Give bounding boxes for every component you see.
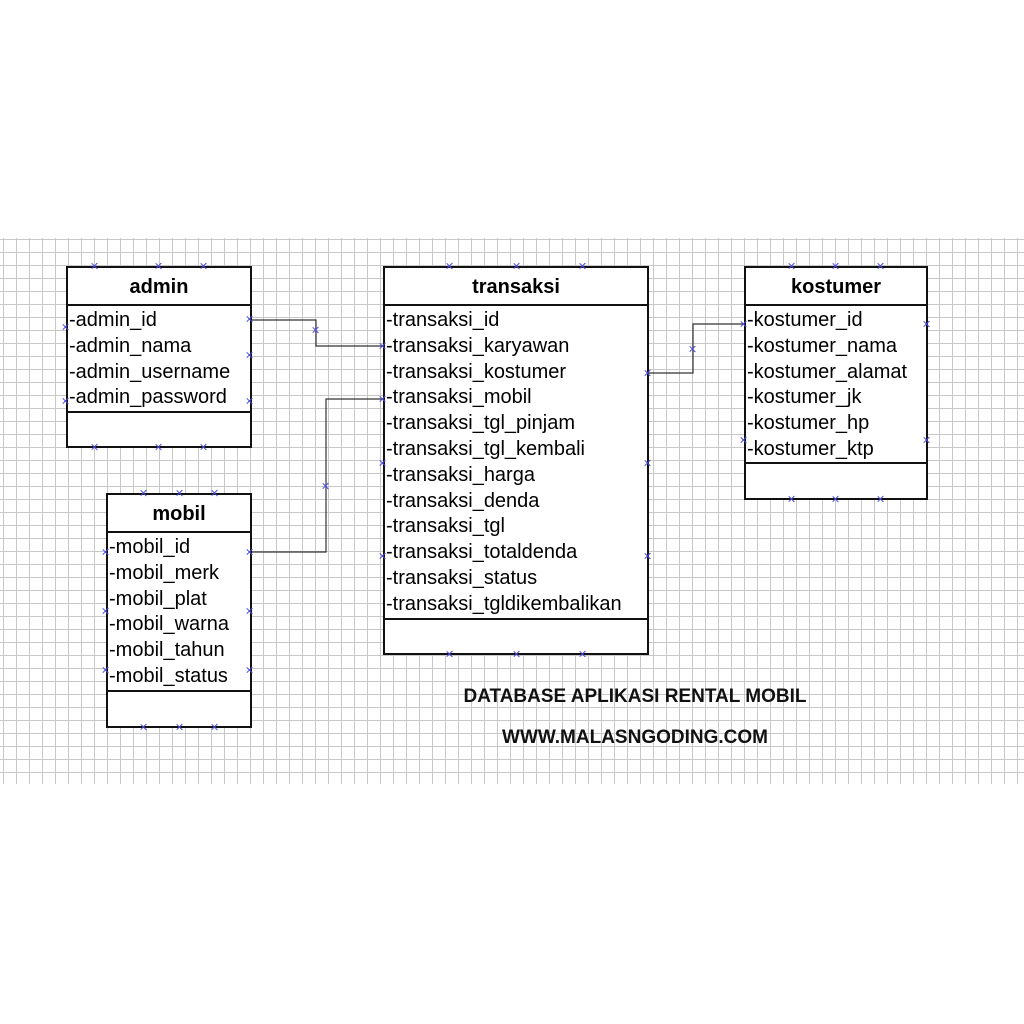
- entity-kostumer[interactable]: [744, 266, 928, 500]
- handle-icon: [514, 263, 520, 269]
- handle-icon: [156, 263, 162, 269]
- attribute-transaksi-karyawan: -transaksi_karyawan: [386, 334, 570, 357]
- attribute-admin-username: -admin_username: [69, 360, 231, 383]
- attribute-kostumer-ktp: -kostumer_ktp: [747, 437, 874, 460]
- handle-icon: [924, 321, 930, 327]
- handle-icon: [645, 553, 651, 559]
- handle-icon: [103, 549, 109, 555]
- handle-icon: [247, 549, 253, 555]
- handle-icon: [789, 263, 795, 269]
- entity-kostumer-attributes: [746, 306, 926, 463]
- handle-icon: [380, 343, 386, 349]
- handle-icon: [247, 316, 253, 322]
- entity-admin-footer: [68, 411, 250, 446]
- attribute-kostumer-hp: -kostumer_hp: [747, 412, 870, 435]
- diagram-title: DATABASE APLIKASI RENTAL MOBIL: [463, 686, 807, 707]
- handle-icon: [741, 321, 747, 327]
- attribute-mobil-tahun: -mobil_tahun: [109, 639, 225, 662]
- entity-admin-title: admin: [68, 268, 250, 306]
- handle-icon: [833, 496, 839, 502]
- entity-transaksi-title: transaksi: [385, 268, 647, 306]
- attribute-transaksi-mobil: -transaksi_mobil: [386, 386, 532, 409]
- handle-icon: [103, 608, 109, 614]
- handle-icon: [447, 263, 453, 269]
- handle-icon: [177, 490, 183, 496]
- handle-icon: [924, 437, 930, 443]
- attribute-kostumer-nama: -kostumer_nama: [747, 334, 898, 357]
- entity-transaksi-attributes: [385, 306, 647, 618]
- handle-icon: [447, 651, 453, 657]
- handle-icon: [141, 490, 147, 496]
- entity-mobil[interactable]: [106, 493, 252, 728]
- handle-icon: [212, 490, 218, 496]
- attribute-kostumer-jk: -kostumer_jk: [747, 386, 862, 409]
- attribute-mobil-status: -mobil_status: [109, 664, 228, 687]
- entity-kostumer-title: kostumer: [746, 268, 926, 306]
- handle-icon: [247, 398, 253, 404]
- attribute-kostumer-alamat: -kostumer_alamat: [747, 360, 908, 383]
- attribute-transaksi-totaldenda: -transaksi_totaldenda: [386, 541, 578, 564]
- handle-icon: [690, 346, 696, 352]
- handle-icon: [789, 496, 795, 502]
- handle-icon: [878, 496, 884, 502]
- diagram-site: WWW.MALASNGODING.COM: [502, 727, 768, 748]
- entity-transaksi[interactable]: [383, 266, 649, 655]
- handle-icon: [580, 263, 586, 269]
- handle-icon: [156, 444, 162, 450]
- attribute-transaksi-tgl: -transaksi_tgl: [386, 515, 505, 538]
- attribute-kostumer-id: -kostumer_id: [747, 309, 863, 331]
- handle-icon: [103, 667, 109, 673]
- entity-mobil-title: mobil: [108, 495, 250, 533]
- entity-mobil-footer: [108, 690, 250, 726]
- attribute-transaksi-denda: -transaksi_denda: [386, 489, 540, 512]
- handle-icon: [514, 651, 520, 657]
- handle-icon: [63, 324, 69, 330]
- handle-icon: [645, 370, 651, 376]
- attribute-mobil-warna: -mobil_warna: [109, 613, 230, 636]
- entity-admin-attributes: [68, 306, 250, 411]
- handle-icon: [380, 396, 386, 402]
- handle-icon: [92, 444, 98, 450]
- attribute-transaksi-tgl-pinjam: -transaksi_tgl_pinjam: [386, 412, 575, 435]
- attribute-transaksi-id: -transaksi_id: [386, 309, 500, 331]
- attribute-admin-id: -admin_id: [69, 309, 157, 331]
- attribute-transaksi-status: -transaksi_status: [386, 566, 538, 589]
- attribute-transaksi-tgldikembalikan: -transaksi_tgldikembalikan: [386, 592, 622, 615]
- handle-icon: [212, 724, 218, 730]
- handle-icon: [201, 263, 207, 269]
- attribute-admin-password: -admin_password: [69, 386, 227, 409]
- handle-icon: [247, 608, 253, 614]
- handle-icon: [323, 483, 329, 489]
- attribute-admin-nama: -admin_nama: [69, 334, 192, 357]
- handle-icon: [878, 263, 884, 269]
- entity-admin[interactable]: [66, 266, 252, 448]
- handle-icon: [380, 553, 386, 559]
- entity-kostumer-footer: [746, 462, 926, 498]
- handle-icon: [313, 327, 319, 333]
- attribute-mobil-merk: -mobil_merk: [109, 561, 220, 584]
- handle-icon: [741, 437, 747, 443]
- handle-icon: [645, 460, 651, 466]
- attribute-transaksi-tgl-kembali: -transaksi_tgl_kembali: [386, 437, 585, 460]
- handle-icon: [63, 398, 69, 404]
- handle-icon: [833, 263, 839, 269]
- handle-icon: [247, 352, 253, 358]
- handle-icon: [92, 263, 98, 269]
- handle-icon: [141, 724, 147, 730]
- attribute-mobil-id: -mobil_id: [109, 536, 191, 558]
- handle-icon: [177, 724, 183, 730]
- handle-icon: [201, 444, 207, 450]
- entity-mobil-attributes: [108, 533, 250, 690]
- attribute-transaksi-kostumer: -transaksi_kostumer: [386, 360, 567, 383]
- handle-icon: [580, 651, 586, 657]
- handle-icon: [380, 460, 386, 466]
- handle-icon: [247, 667, 253, 673]
- attribute-mobil-plat: -mobil_plat: [109, 587, 207, 610]
- attribute-transaksi-harga: -transaksi_harga: [386, 463, 535, 486]
- entity-transaksi-footer: [385, 618, 647, 653]
